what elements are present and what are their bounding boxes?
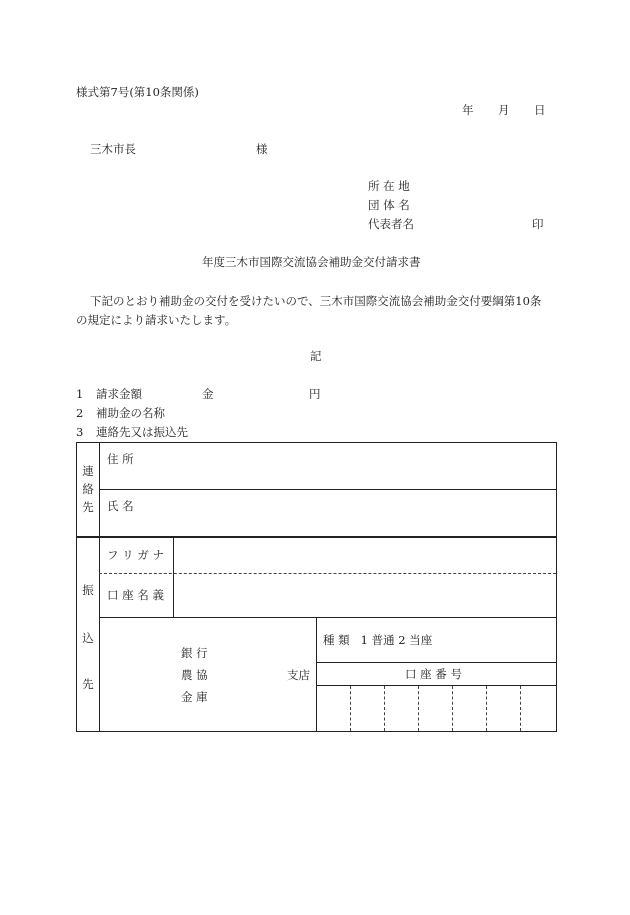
date-month: 月 xyxy=(498,103,510,117)
name-label: 氏 名 xyxy=(107,499,134,513)
header-column-divider xyxy=(99,443,100,731)
digit-divider xyxy=(520,686,521,731)
account-name-label: 口 座 名 義 xyxy=(107,588,164,602)
addressee-honorific: 様 xyxy=(256,142,268,156)
item-1-yen: 円 xyxy=(309,387,321,401)
branch-label: 支店 xyxy=(287,668,310,682)
account-name-divider xyxy=(99,617,556,618)
section-divider xyxy=(77,536,556,538)
form-number: 様式第7号(第10条関係) xyxy=(76,85,199,99)
contact-header: 連 絡 先 xyxy=(82,464,94,514)
body-line-2: の規定により請求いたします。 xyxy=(76,313,237,327)
addressee-name: 三木市長 xyxy=(90,142,136,156)
item-3-number: 3 xyxy=(76,425,84,439)
bank-divider xyxy=(316,617,317,731)
contact-transfer-table xyxy=(76,442,557,732)
item-2-number: 2 xyxy=(76,406,84,420)
location-label: 所 在 地 xyxy=(368,179,410,193)
account-number-label: 口 座 番 号 xyxy=(405,667,462,681)
date-year: 年 xyxy=(462,103,474,117)
item-1-number: 1 xyxy=(76,387,84,401)
representative-label: 代表者名 xyxy=(368,217,414,231)
transfer-header-char-2: 込 xyxy=(82,631,94,645)
contact-inner-divider xyxy=(99,489,556,490)
item-1-label: 請求金額 xyxy=(96,387,142,401)
address-label: 住 所 xyxy=(107,452,134,466)
item-3-label: 連絡先又は振込先 xyxy=(96,425,188,439)
digit-divider xyxy=(452,686,453,731)
furigana-dashed-divider xyxy=(99,573,556,574)
digit-divider xyxy=(350,686,351,731)
ki-heading: 記 xyxy=(310,349,322,363)
item-1-kin: 金 xyxy=(202,387,214,401)
bank-type-agri: 農 協 xyxy=(181,668,208,682)
transfer-header-char-3: 先 xyxy=(82,677,94,691)
item-2-label: 補助金の名称 xyxy=(96,406,165,420)
digit-divider xyxy=(418,686,419,731)
account-type-divider xyxy=(316,662,556,663)
seal-mark: 印 xyxy=(532,217,544,231)
bank-type-bank: 銀 行 xyxy=(181,646,208,660)
account-type: 種 類 1 普通 2 当座 xyxy=(323,633,433,647)
body-line-1: 下記のとおり補助金の交付を受けたいので、三木市国際交流協会補助金交付要綱第10条 xyxy=(90,294,542,308)
date-day: 日 xyxy=(534,103,546,117)
org-name-label: 団 体 名 xyxy=(368,198,410,212)
digit-divider xyxy=(486,686,487,731)
document-title: 年度三木市国際交流協会補助金交付請求書 xyxy=(202,255,421,269)
digit-divider xyxy=(384,686,385,731)
transfer-label-divider xyxy=(173,537,174,618)
bank-type-shinkin: 金 庫 xyxy=(181,690,208,704)
transfer-header-char-1: 振 xyxy=(82,583,94,597)
furigana-label: フ リ ガ ナ xyxy=(107,548,164,562)
